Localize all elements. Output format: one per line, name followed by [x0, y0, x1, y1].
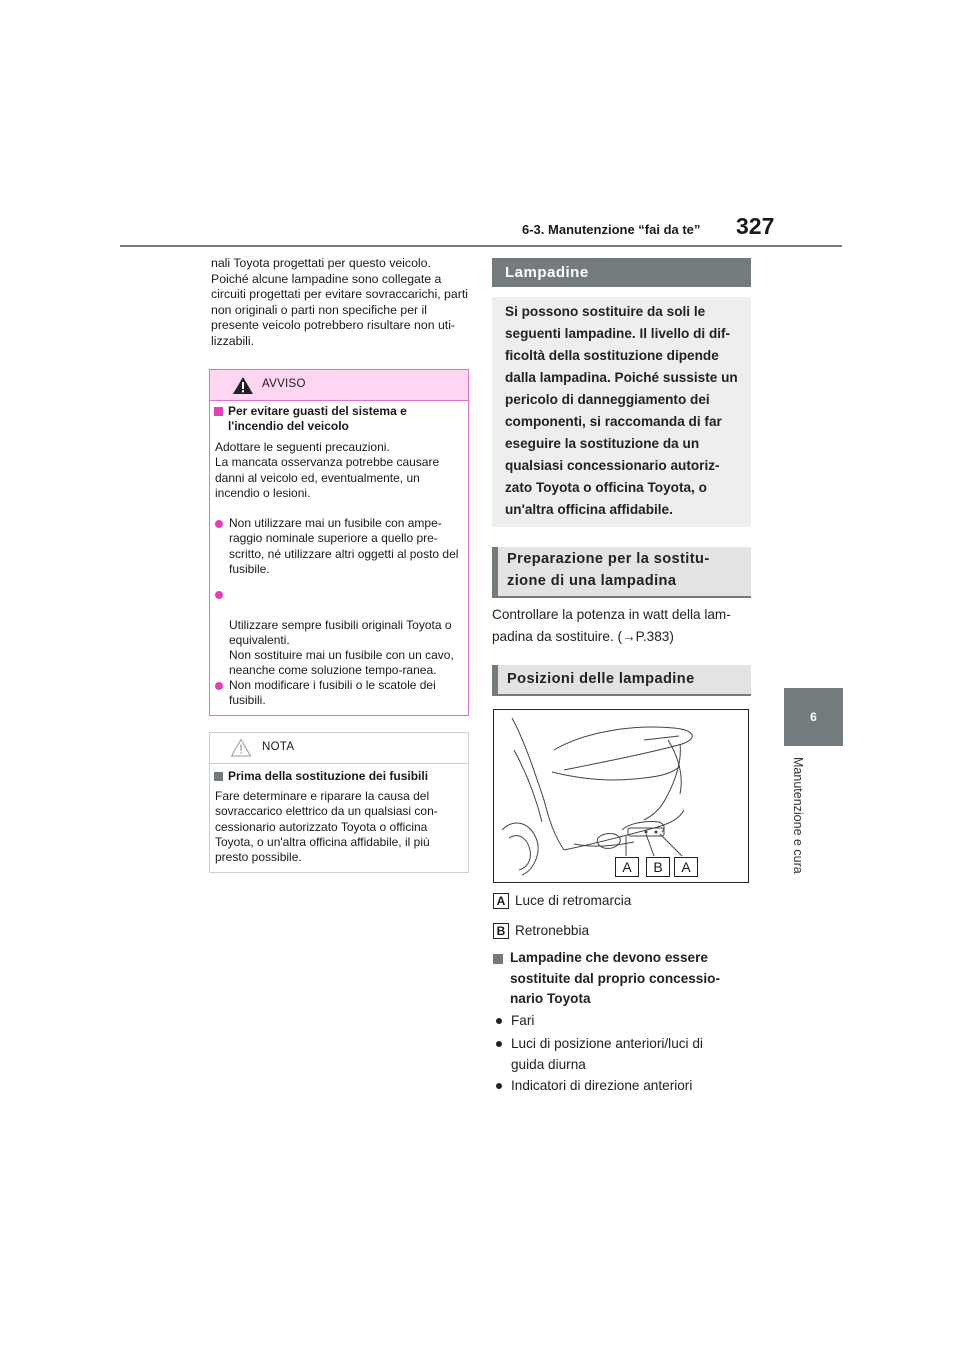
- chapter-tab-label: Manutenzione e cura: [791, 757, 805, 874]
- section-band: [492, 258, 751, 287]
- prep-text-line: padina da sostituire. (→P.383): [492, 629, 674, 644]
- chapter-tab-label-container: [791, 757, 809, 887]
- page-number: 327: [736, 213, 775, 239]
- figure-label-b: B: [646, 857, 670, 877]
- figure-label-a: A: [615, 857, 639, 877]
- warning-header: [210, 370, 468, 401]
- warning-bullet-text: Non modificare i fusibili o le scatole dei fusibili.: [229, 678, 436, 708]
- dealer-list-item-text: Indicatori di direzione anteriori: [511, 1078, 693, 1093]
- figure-label-a: A: [674, 857, 698, 877]
- round-bullet-icon: [215, 682, 223, 690]
- chapter-tab-number: 6: [784, 688, 843, 746]
- dealer-list-item-text: Luci di posizione anteriori/luci di guida diurna: [511, 1036, 703, 1072]
- intro-paragraph: nali Toyota progettati per questo veicolo. Poiché alcune lampadine sono collegate a circuiti progettati per evitare sovraccarichi, parti non originali o parti non specifiche per il presente veicolo potrebbero risultare non uti-lizzabili.: [211, 256, 468, 348]
- round-bullet-icon: [215, 520, 223, 528]
- round-bullet-icon: [496, 1018, 502, 1024]
- warning-box: [209, 369, 469, 716]
- warning-subtitle-text: Per evitare guasti del sistema e l'incendio del veicolo: [228, 404, 407, 433]
- prep-heading-line: Preparazione per la sostitu-: [507, 551, 710, 567]
- warning-bullet-text: Utilizzare sempre fusibili originali Toyota o equivalenti. Non sostituire mai un fusibile con un cavo, neanche come soluzione tempo-ranea.: [229, 617, 454, 678]
- info-text: Si possono sostituire da soli le seguenti lampadine. Il livello di dif-ficoltà della sostituzione dipende dalla lampadina. Poiché sussiste un pericolo di danneggiamento dei componenti, si raccomanda di far eseguire la sostituzione da un qualsiasi concessionario autoriz-zato Toyota o officina Toyota, o un'altra officina affidabile.: [505, 304, 738, 517]
- caution-outline-icon: [230, 738, 252, 757]
- warning-bullet: [213, 587, 463, 679]
- square-bullet-icon: [214, 407, 223, 416]
- note-header: [210, 733, 468, 764]
- positions-heading-text: Posizioni delle lampadine: [507, 671, 695, 687]
- warning-text: Adottare le seguenti precauzioni. La mancata osservanza potrebbe causare danni al veicolo ed, eventualmente, un incendio o lesioni.: [215, 440, 440, 500]
- info-box: [492, 297, 751, 527]
- round-bullet-icon: [215, 591, 223, 599]
- legend-key-a: A: [493, 893, 509, 909]
- warning-bullet-text: Non utilizzare mai un fusibile con ampe-raggio nominale superiore a quello pre-scritto, né utilizzare altri oggetti al posto del fusibile.: [229, 516, 459, 576]
- warning-title: AVVISO: [262, 378, 306, 390]
- legend-key-b: B: [493, 923, 509, 939]
- prep-heading: [492, 547, 751, 598]
- legend-text-a: Luce di retromarcia: [515, 893, 632, 908]
- prep-text-line: Controllare la potenza in watt della lam-: [492, 607, 731, 622]
- round-bullet-icon: [496, 1041, 502, 1047]
- note-subtitle-text: Prima della sostituzione dei fusibili: [228, 769, 429, 783]
- note-box: [209, 732, 469, 873]
- dealer-list-item-text: Fari: [511, 1013, 535, 1028]
- warning-subtitle: [212, 404, 464, 434]
- legend-text-b: Retronebbia: [515, 923, 590, 938]
- positions-heading: [492, 665, 751, 696]
- dealer-heading: Lampadine che devono essere sostituite dal proprio concessio-nario Toyota: [510, 950, 720, 1006]
- note-title: NOTA: [262, 741, 295, 753]
- header-rule: [120, 245, 842, 247]
- section-title: 6-3. Manutenzione “fai da te”: [522, 222, 701, 237]
- prep-heading-line: zione di una lampadina: [507, 573, 677, 589]
- note-text: Fare determinare e riparare la causa del sovraccarico elettrico da un qualsiasi con-cessionario autorizzato Toyota o officina Toyota, o un'altra officina affidabile, il più presto possibile.: [215, 789, 438, 865]
- warning-bullet: [213, 678, 463, 709]
- note-subtitle: [212, 769, 464, 784]
- square-bullet-icon: [214, 772, 223, 781]
- square-bullet-icon: [493, 954, 503, 964]
- section-band-title: Lampadine: [505, 264, 589, 281]
- round-bullet-icon: [496, 1083, 502, 1089]
- warning-triangle-icon: [232, 376, 254, 395]
- bulb-position-figure: [493, 709, 749, 883]
- warning-bullet: [213, 516, 463, 577]
